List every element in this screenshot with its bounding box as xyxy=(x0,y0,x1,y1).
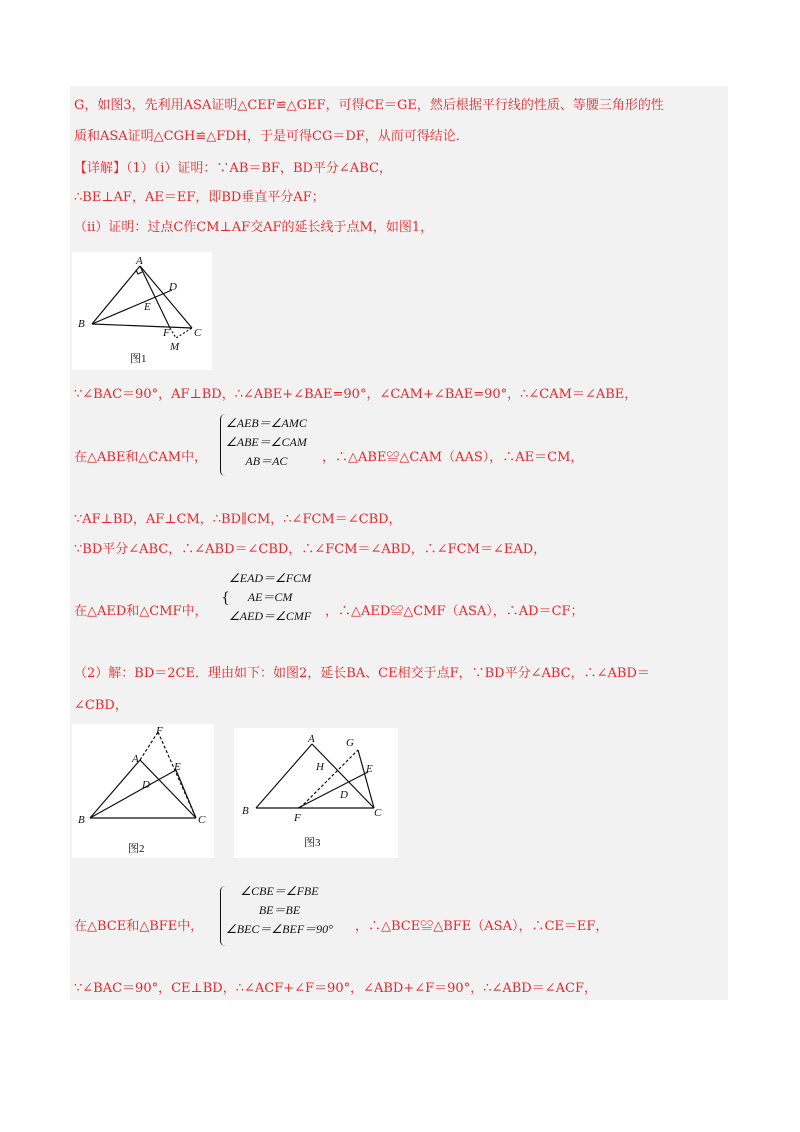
fig1-label-f: F xyxy=(163,327,170,339)
text-line-7a: 在△ABE和△CAM中， xyxy=(74,450,208,465)
fig1-label-m: M xyxy=(170,341,180,353)
fig3-label-g: G xyxy=(346,737,354,749)
fig2-caption: 图2 xyxy=(128,843,145,855)
text-line-8: ∵AF⊥BD，AF⊥CM，∴BD∥CM，∴∠FCM＝∠CBD， xyxy=(74,512,402,527)
fig3-label-d: D xyxy=(340,789,348,801)
fig3-label-f: F xyxy=(294,812,301,824)
text-line-13a: 在△BCE和△BFE中， xyxy=(74,919,204,934)
fig3-label-b: B xyxy=(242,805,249,817)
text-line-14: ∵∠BAC＝90°，CE⊥BD，∴∠ACF+∠F＝90°，∠ABD+∠F＝90°，∴∠ABD＝∠ACF， xyxy=(74,981,597,996)
equation-system-1 xyxy=(226,414,307,471)
fig3-label-c: C xyxy=(374,807,382,819)
text-line-1: G，如图3，先利用ASA证明△CEF≌△GEF，可得CE＝GE，然后根据平行线的性质、等腰三角形的性 xyxy=(74,98,664,113)
text-line-7b: ，∴△ABE≌△CAM（AAS），∴AE＝CM， xyxy=(322,450,584,465)
fig3-label-h: H xyxy=(316,761,324,773)
fig1-label-a: A xyxy=(136,255,143,267)
fig1-label-d: D xyxy=(169,281,177,293)
fig1-label-c: C xyxy=(194,327,202,339)
text-line-10b: ，∴△AED≌△CMF（ASA），∴AD＝CF； xyxy=(325,604,584,619)
detail-heading-line: 【详解】（1）（ⅰ）证明：∵AB＝BF，BD平分∠ABC， xyxy=(74,161,392,176)
text-line-4: ∴BE⊥AF，AE＝EF，即BD垂直平分AF； xyxy=(74,190,325,205)
fig1-label-b: B xyxy=(78,318,85,330)
fig2-label-e: E xyxy=(174,761,181,773)
sys3-row-2: BE＝BE xyxy=(258,903,301,917)
text-line-6: ∵∠BAC＝90°，AF⊥BD，∴∠ABE+∠BAE=90°，∠CAM+∠BAE=90°，∴∠CAM＝∠ABE， xyxy=(74,387,638,402)
text-line-10a: 在△AED和△CMF中， xyxy=(74,604,208,619)
equation-system-2 xyxy=(229,569,311,626)
figure-2 xyxy=(72,724,214,858)
text-line-2: 质和ASA证明△CGH≌△FDH，于是可得CG＝DF，从而可得结论． xyxy=(74,129,469,144)
sys2-row-3: ∠AED＝∠CMF xyxy=(229,609,312,623)
text-line-12: ∠CBD， xyxy=(74,698,128,713)
text-line-5: （ⅱ）证明：过点C作CM⊥AF交AF的延长线于点M，如图1， xyxy=(74,220,434,235)
fig3-caption: 图3 xyxy=(304,837,321,849)
sys3-row-1: ∠CBE＝∠FBE xyxy=(240,884,319,898)
sys1-row-3: AB＝AC xyxy=(245,454,288,468)
fig3-label-e: E xyxy=(366,763,373,775)
sys1-row-2: ∠ABE＝∠CAM xyxy=(226,435,307,449)
brace-1 xyxy=(220,414,225,476)
figure-3 xyxy=(234,728,398,858)
sys2-row-1: ∠EAD＝∠FCM xyxy=(229,571,312,585)
sys3-row-3: ∠BEC＝∠BEF＝90° xyxy=(226,922,333,936)
fig1-caption: 图1 xyxy=(130,353,147,365)
fig1-label-e: E xyxy=(144,301,151,313)
fig3-label-a: A xyxy=(308,733,315,745)
figure-1 xyxy=(72,252,212,370)
brace-3 xyxy=(220,886,225,946)
text-line-9: ∵BD平分∠ABC，∴∠ABD＝∠CBD，∴∠FCM＝∠ABD，∴∠FCM＝∠EAD， xyxy=(74,542,547,557)
fig2-label-f: F xyxy=(156,725,163,737)
sys2-row-2: AE＝CM xyxy=(247,590,293,604)
sys1-row-1: ∠AEB＝∠AMC xyxy=(226,416,307,430)
text-line-13b: ，∴△BCE≌△BFE（ASA），∴CE＝EF， xyxy=(355,919,609,934)
text-line-11: （2）解：BD＝2CE．理由如下：如图2，延长BA、CE相交于点F，∵BD平分∠ABC，∴∠ABD＝ xyxy=(74,666,650,681)
brace-2-glyph: { xyxy=(221,590,230,606)
fig2-label-b: B xyxy=(78,814,85,826)
equation-system-3 xyxy=(226,882,333,939)
fig2-label-c: C xyxy=(198,814,206,826)
fig2-label-a: A xyxy=(132,753,139,765)
fig2-label-d: D xyxy=(142,779,150,791)
